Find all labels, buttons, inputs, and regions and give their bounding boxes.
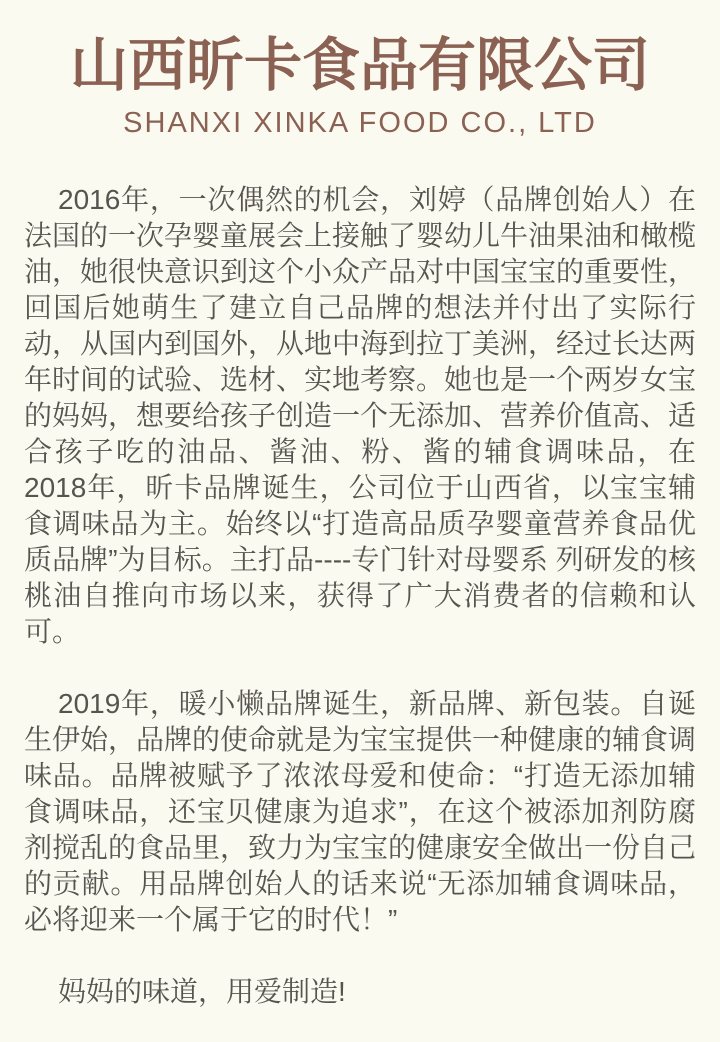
- slogan-line: 妈妈的味道，用爱制造!: [58, 976, 346, 1007]
- intro-paragraph-2016: 2016年，一次偶然的机会，刘婷（品牌创始人）在法国的一次孕婴童展会上接触了婴幼儿牛油果油和橄榄油，她很快意识到这个小众产品对中国宝宝的重要性，回国后她萌生了建立自己品牌的想法并付出了实际行动，从国内到国外，从地中海到拉丁美洲，经过长达两年时间的试验、选材、实地考察。她也是一个两岁女宝的妈妈，想要给孩子创造一个无添加、营养价值高、适合孩子吃的油品、酱油、粉、酱的辅食调味品，在2018年，昕卡品牌诞生，公司位于山西省，以宝宝辅食调味品为主。始终以“打造高品质孕婴童营养食品优质品牌”为目标。主打品----专门针对母婴系 列研发的核桃油自推向市场以来，获得了广大消费者的信赖和认可。: [24, 184, 697, 647]
- company-header: [0, 33, 720, 139]
- intro-paragraph-2019: 2019年，暖小懒品牌诞生，新品牌、新包装。自诞生伊始，品牌的使命就是为宝宝提供一种健康的辅食调味品。品牌被赋予了浓浓母爱和使命：“打造无添加辅食调味品，还宝贝健康为追求”，在这个被添加剂防腐剂搅乱的食品里，致力为宝宝的健康安全做出一份自己的贡献。用品牌创始人的话来说“无添加辅食调味品，必将迎来一个属于它的时代！”: [24, 688, 697, 935]
- company-introduction: [24, 182, 696, 1010]
- company-title-english: SHANXI XINKA FOOD CO., LTD: [123, 107, 597, 139]
- company-title-chinese: 山西昕卡食品有限公司: [69, 33, 650, 98]
